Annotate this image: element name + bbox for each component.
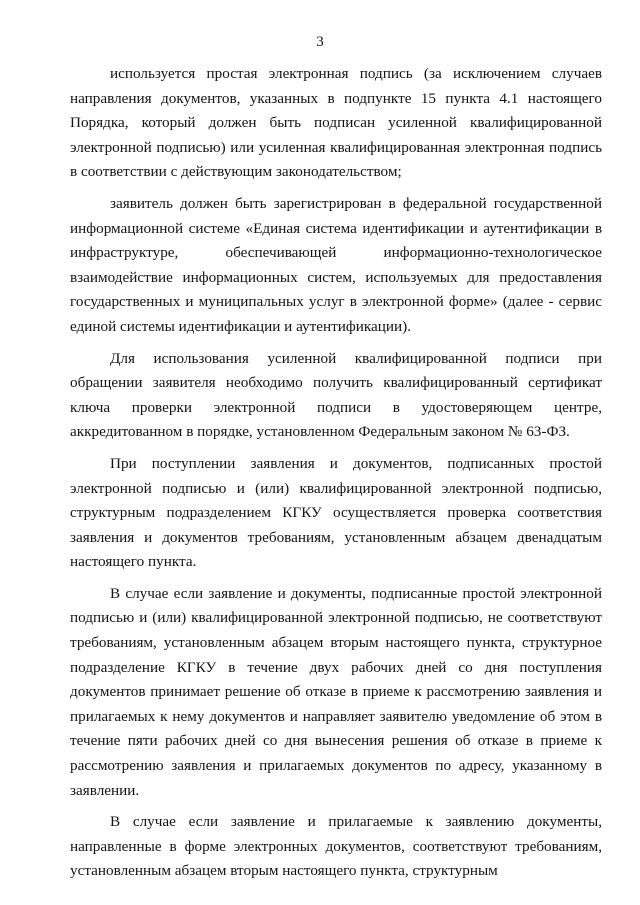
paragraph-compliance: В случае если заявление и прилагаемые к заявлению документы, направленные в форме электронных документов, соответствуют требованиям, установленным абзацем вторым настоящего пункта, структурным <box>70 813 602 880</box>
document-body <box>70 62 602 891</box>
paragraph-verification: При поступлении заявления и документов, подписанных простой электронной подписью и (или) квалифицированной электронной подписью, структурным подразделением КГКУ осуществляется проверка соответствия заявления и документов требованиям, установленным абзацем двенадцатым настоящего пункта. <box>70 454 602 571</box>
paragraph-esia-registration: заявитель должен быть зарегистрирован в федеральной государственной информационной системе «Единая система идентификации и аутентификации в инфраструктуре, обеспечивающей информационно-технологическое взаимодействие информационных систем, используемых для предоставления государственных и муниципальных услуг в электронной форме» (далее - сервис единой системы идентификации и аутентификации). <box>70 194 602 335</box>
paragraph-simple-signature: используется простая электронная подпись (за исключением случаев направления документов, указанных в подпункте 15 пункта 4.1 настоящего Порядка, который должен быть подписан усиленной квалифицированной электронной подписью) или усиленная квалифицированная электронная подпись в соответствии с действующим законодательством; <box>70 65 602 181</box>
page-number: 3 <box>316 34 324 50</box>
paragraph-qualified-certificate: Для использования усиленной квалифицированной подписи при обращении заявителя необходимо получить квалифицированный сертификат ключа проверки электронной подписи в удостоверяющем центре, аккредитованном в порядке, установленном Федеральным законом № 63-ФЗ. <box>70 349 602 441</box>
paragraph-refusal: В случае если заявление и документы, подписанные простой электронной подписью и (или) квалифицированной электронной подписью, не соответствуют требованиям, установленным абзацем вторым настоящего пункта, структурное подразделение КГКУ в течение двух рабочих дней со дня поступления документов принимает решение об отказе в приеме к рассмотрению заявления и прилагаемых к нему документов и направляет заявителю уведомление об этом в течение пяти рабочих дней со дня вынесения решения об отказе в приеме к рассмотрению заявления и прилагаемых документов по адресу, указанному в заявлении. <box>70 584 602 799</box>
